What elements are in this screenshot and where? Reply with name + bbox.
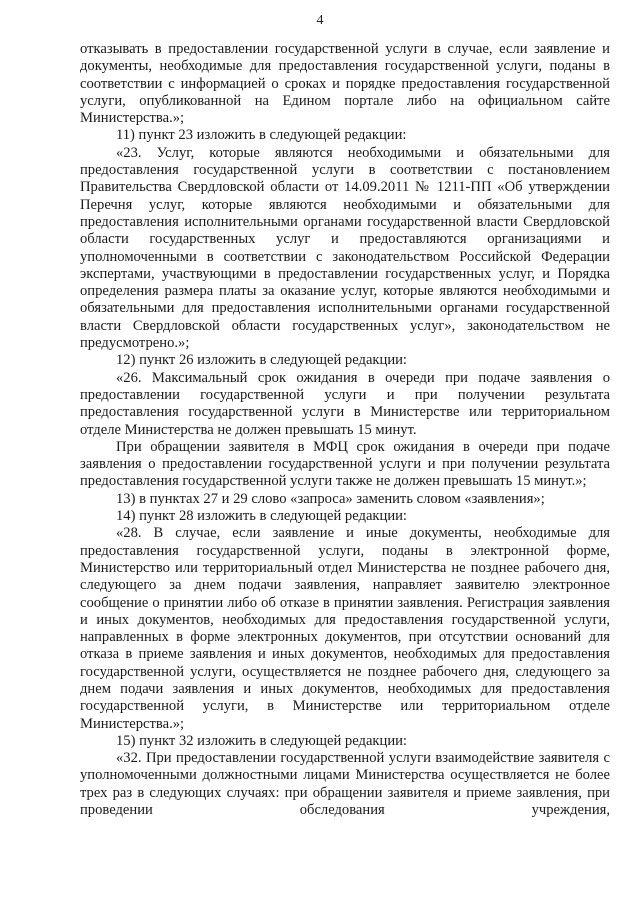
paragraph-item-15: 15) пункт 32 изложить в следующей редакции: xyxy=(116,732,407,749)
paragraph-item-11: 11) пункт 23 изложить в следующей редакции: xyxy=(116,127,407,144)
paragraph-item-12: 12) пункт 26 изложить в следующей редакции: xyxy=(116,352,407,369)
paragraph-clause-23: «23. Услуг, которые являются необходимыми и обязательными для предоставления государственной услуги в соответствии с постановлением Правительства Свердловской области от 14.09.2011 № 1211-ПП «Об утверждении Перечня услуг, которые являются необходимыми и обязательными для предоставления исполнительными органами государственной власти Свердловской области государственных услуг и предоставляются организациями и уполномоченными в соответствии с законодательством Российской Федерации экспертами, участвующими в предоставлении государственных услуг, и Порядка определения размера платы за оказание услуг, которые являются необходимыми и обязательными для предоставления исполнительными органами государственной власти Свердловской области государственных услуг», законодательством не предусмотрено.»; xyxy=(80,144,610,352)
paragraph-clause-28: «28. В случае, если заявление и иные документы, необходимые для предоставления государственной услуги, поданы в электронной форме, Министерство или территориальный отдел Министерства не позднее рабочего дня, следующего за днем подачи заявления, направляет заявителю электронное сообщение о принятии либо об отказе в принятии заявления. Регистрация заявления и иных документов, необходимых для предоставления государственной услуги, направленных в форме электронных документов, при отсутствии оснований для отказа в приеме заявления и иных документов, необходимых для предоставления государственной услуги, осуществляется не позднее рабочего дня, следующего за днем подачи заявления и иных документов, необходимых для предоставления государственной услуги, в Министерстве или территориальном отделе Министерства.»; xyxy=(80,525,610,732)
paragraph-clause-26: «26. Максимальный срок ожидания в очереди при подаче заявления о предоставлении государственной услуги и при получении результата предоставления государственной услуги в Министерстве или территориальном отделе Министерства не должен превышать 15 минут. xyxy=(80,369,610,438)
paragraph-clause-32: «32. При предоставлении государственной услуги взаимодействие заявителя с уполномоченными должностными лицами Министерства осуществляется не более трех раз в следующих случаях: при обращении заявителя и приеме заявления, при проведении обследования учреждения, xyxy=(80,750,610,819)
page-number: 4 xyxy=(316,13,324,28)
paragraph-clause-26-mfc: При обращении заявителя в МФЦ срок ожидания в очереди при подаче заявления о предоставлении государственной услуги и при получении результата предоставления государственной услуги также не должен превышать 15 минут.»; xyxy=(80,438,610,490)
paragraph-item-13: 13) в пунктах 27 и 29 слово «запроса» заменить словом «заявления»; xyxy=(116,490,545,507)
document-body xyxy=(80,41,610,819)
paragraph-continuation: отказывать в предоставлении государственной услуги в случае, если заявление и документы, необходимые для предоставления государственной услуги, поданы в соответствии с информацией о сроках и порядке предоставления государственной услуги, опубликованной на Едином портале либо на официальном сайте Министерства.»; xyxy=(80,41,610,127)
paragraph-item-14: 14) пункт 28 изложить в следующей редакции: xyxy=(116,508,407,525)
